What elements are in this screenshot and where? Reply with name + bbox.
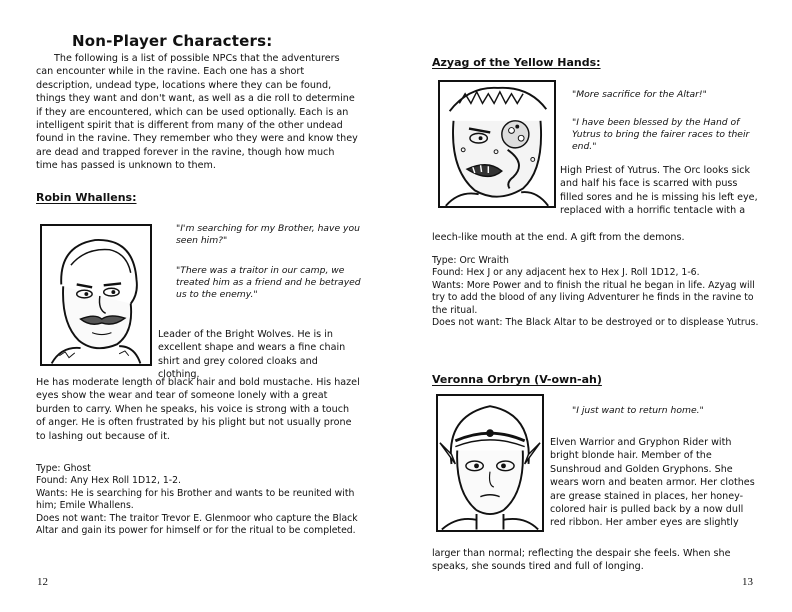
veronna-portrait xyxy=(436,394,544,532)
azyag-stats xyxy=(432,255,762,329)
page-number-right: 13 xyxy=(742,576,753,588)
robin-stats xyxy=(36,463,362,537)
robin-found: Found: Any Hex Roll 1D12, 1-2. xyxy=(36,475,181,487)
azyag-portrait xyxy=(438,80,556,208)
robin-heading: Robin Whallens: xyxy=(36,191,137,204)
azyag-desc-full: leech-like mouth at the end. A gift from the demons. xyxy=(432,232,685,243)
robin-quote-2: "There was a traitor in our camp, we treated him as a friend and he betrayed us to the enemy." xyxy=(176,265,361,300)
azyag-found: Found: Hex J or any adjacent hex to Hex J. Roll 1D12, 1-6. xyxy=(432,267,700,279)
robin-quote-1: "I'm searching for my Brother, have you seen him?" xyxy=(176,223,360,246)
section-heading: Non-Player Characters: xyxy=(72,32,273,50)
robin-illustration xyxy=(42,226,150,364)
azyag-quote-1: "More sacrifice for the Altar!" xyxy=(572,89,707,100)
azyag-wants: Wants: More Power and to finish the ritual he began in life. Azyag will try to add the blood of any living Adventurer he finds in the ravine to the ritual. xyxy=(432,279,755,316)
intro-paragraph xyxy=(36,52,358,173)
veronna-desc-beside: Elven Warrior and Gryphon Rider with bright blonde hair. Member of the Sunshroud and Golden Gryphons. She wears worn and beaten armor. Her clothes are grease stained in places, her honey-colored hair is pulled back by a now dull red ribbon. Her amber eyes are slightly xyxy=(550,437,755,529)
robin-wants: Wants: He is searching for his Brother and wants to be reunited with him; Emile Whallens. xyxy=(36,487,355,512)
azyag-quote-2: "I have been blessed by the Hand of Yutrus to bring the fairer races to their end." xyxy=(572,117,750,152)
veronna-illustration xyxy=(438,396,542,530)
azyag-illustration xyxy=(440,82,554,206)
robin-portrait xyxy=(40,224,152,366)
robin-type: Type: Ghost xyxy=(36,463,91,474)
veronna-heading: Veronna Orbryn (V-own-ah) xyxy=(432,373,602,386)
page-number-left: 12 xyxy=(37,576,48,588)
robin-not-want: Does not want: The traitor Trevor E. Glenmoor who capture the Black Altar and gain its power for himself or for the ritual to be completed. xyxy=(36,512,358,537)
intro-text: The following is a list of possible NPCs that the adventurers can encounter while in the ravine. Each one has a short description, undead type, locations where they can be found, things they want and don't want, as well as a die roll to determine if they are encountered, which can be used optionally. Each is an intelligent spirit that is different from many of the other undead found in the ravine. They remember who they were and know they are dead and trapped forever in the ravine, though how much time has passed is unknown to them. xyxy=(36,53,358,172)
azyag-type: Type: Orc Wraith xyxy=(432,255,509,266)
veronna-desc-full: larger than normal; reflecting the despair she feels. When she speaks, she sounds tired and full of longing. xyxy=(432,548,731,573)
azyag-desc-beside: High Priest of Yutrus. The Orc looks sick and half his face is scarred with puss filled sores and he is missing his left eye, replaced with a horrific tentacle with a xyxy=(560,165,758,217)
robin-desc-beside: Leader of the Bright Wolves. He is in excellent shape and wears a fine chain shirt and grey colored cloaks and clothing. xyxy=(158,329,346,381)
right-page xyxy=(396,0,792,612)
veronna-quote-1: "I just want to return home." xyxy=(572,405,704,416)
azyag-heading: Azyag of the Yellow Hands: xyxy=(432,56,601,69)
robin-desc-full: He has moderate length of black hair and bold mustache. His hazel eyes show the wear and tear of someone lonely with a great burden to carry. When he speaks, his voice is strong with a touch of anger. He is often frustrated by his plight but not usually prone to lashing out because of it. xyxy=(36,377,360,442)
azyag-not-want: Does not want: The Black Altar to be destroyed or to displease Yutrus. xyxy=(432,317,759,329)
